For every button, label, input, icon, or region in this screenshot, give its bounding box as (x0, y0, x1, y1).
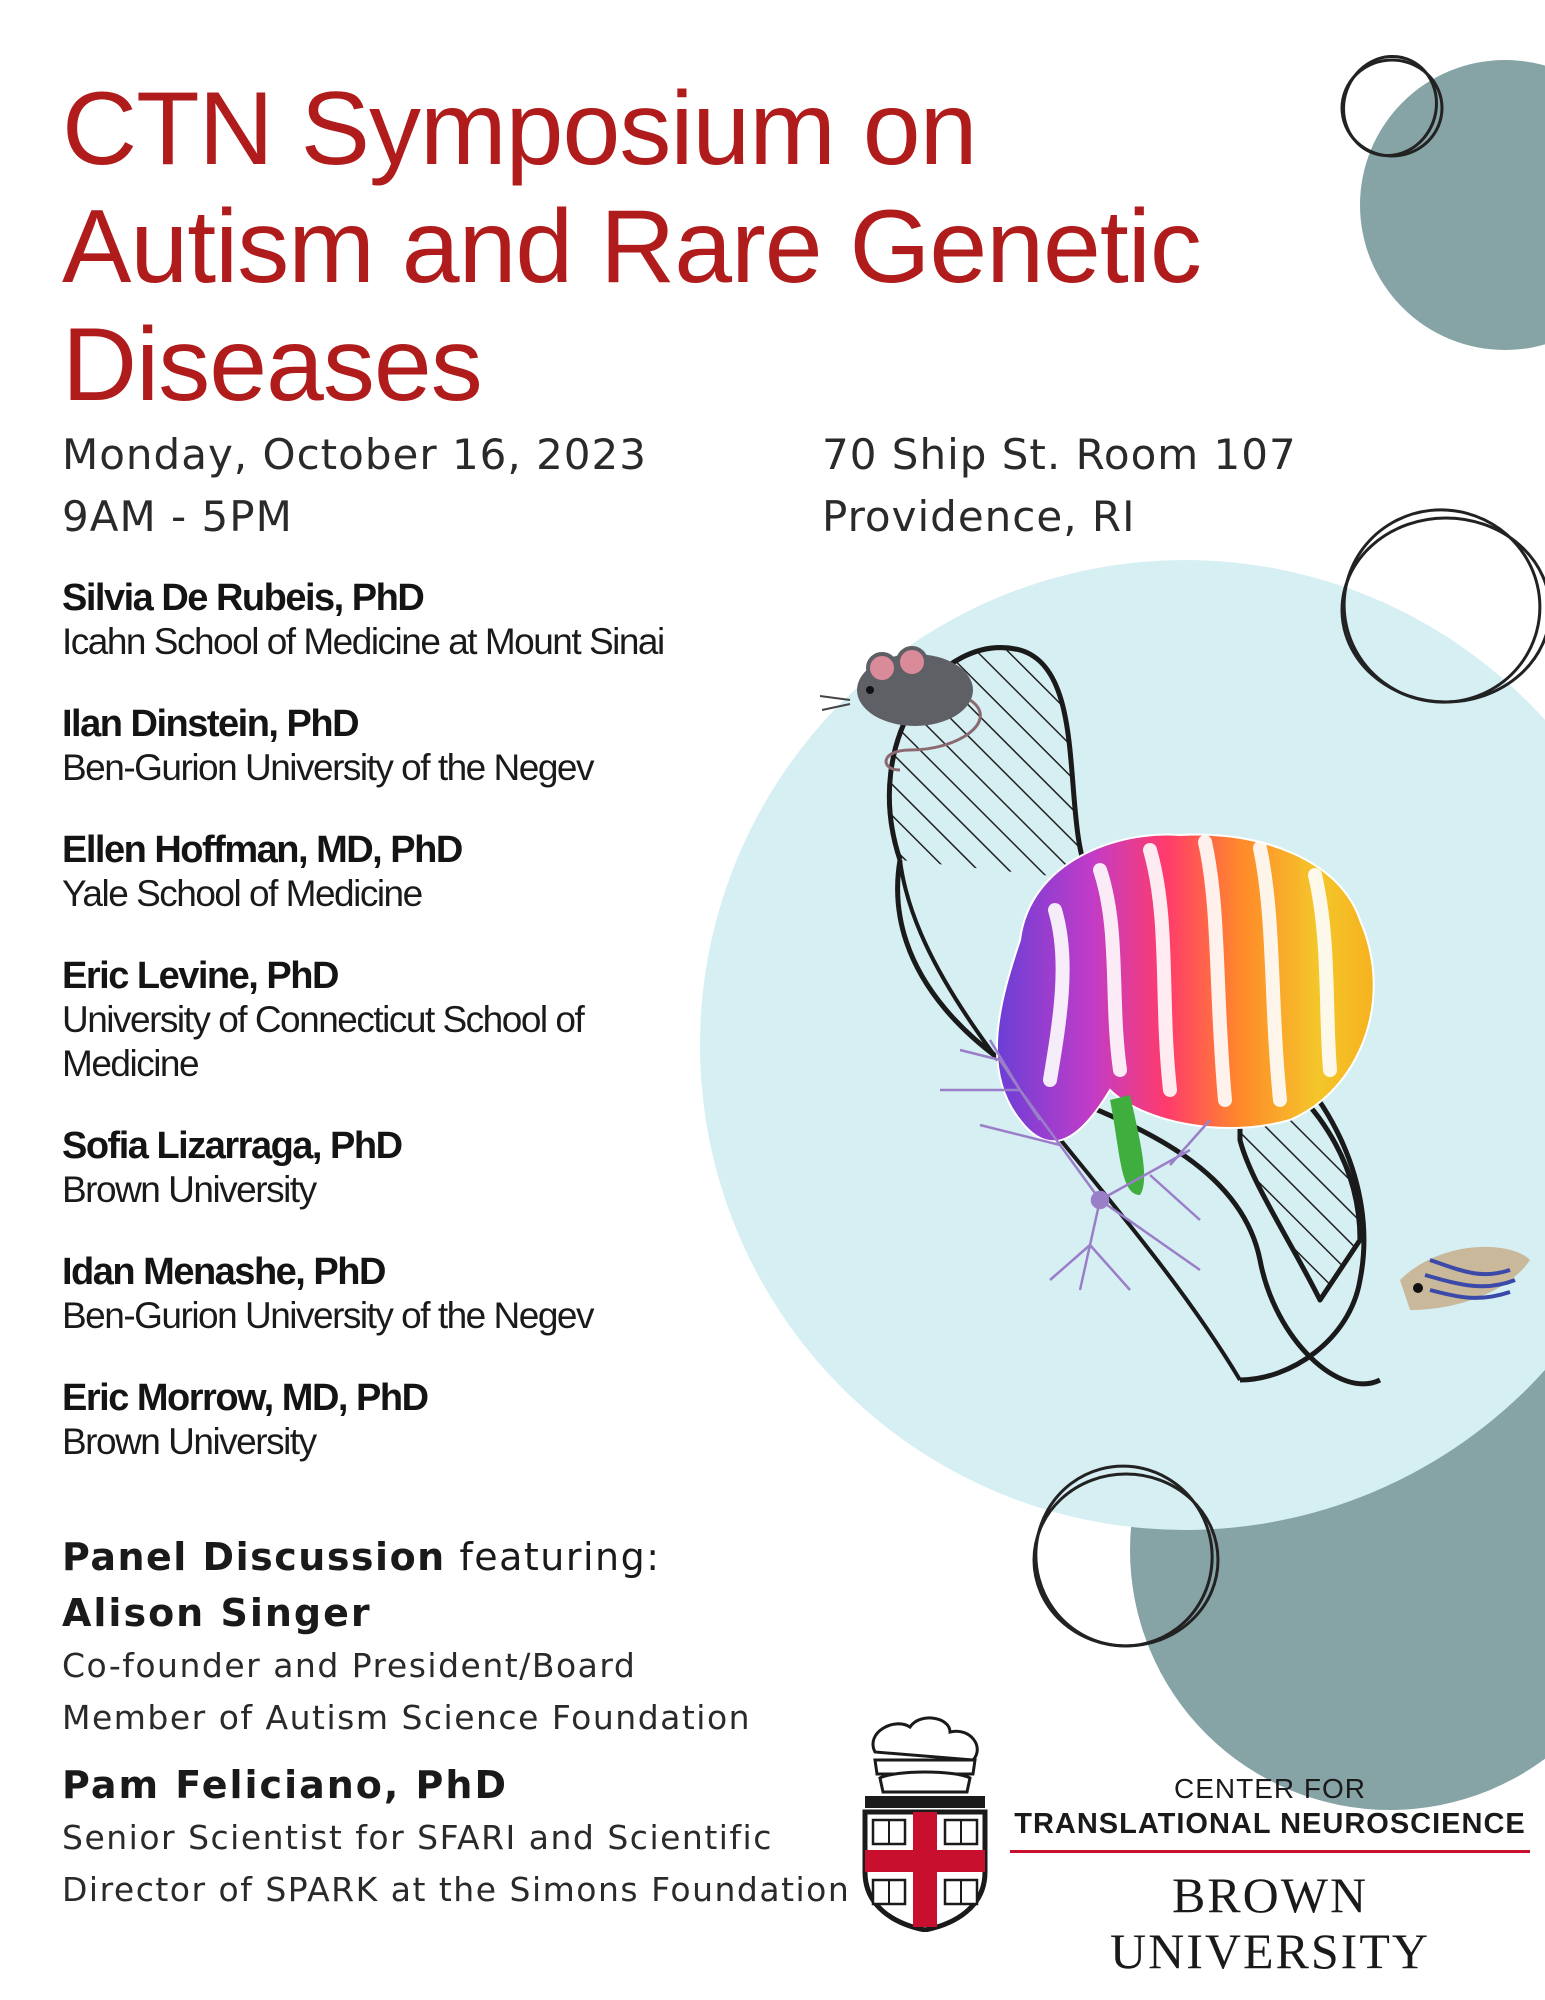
panelist-item (62, 1758, 862, 1916)
panelist-description: Senior Scientist for SFARI and Scientific (62, 1818, 773, 1857)
brown-university-crest-icon (855, 1712, 995, 1932)
panelist-name: Pam Feliciano, PhD (62, 1763, 509, 1807)
logo-line-2: TRANSLATIONAL NEUROSCIENCE (1014, 1808, 1526, 1840)
speaker-affiliation: Brown University (62, 1169, 316, 1210)
speaker-affiliation: University of Connecticut School of (62, 999, 584, 1040)
speaker-item (62, 1376, 782, 1464)
speaker-name: Sofia Lizarraga, PhD (62, 1125, 402, 1167)
zebrafish-illustration (1400, 1247, 1530, 1310)
panelist-description: Member of Autism Science Foundation (62, 1698, 752, 1737)
panelist-item (62, 1586, 862, 1744)
speaker-name: Eric Morrow, MD, PhD (62, 1377, 428, 1419)
speaker-name: Eric Levine, PhD (62, 955, 338, 997)
speaker-list (62, 576, 782, 1502)
panel-heading-rest: featuring: (445, 1535, 661, 1579)
panel-discussion (62, 1530, 862, 1930)
logo-divider (1010, 1850, 1530, 1853)
panel-heading (62, 1530, 862, 1584)
speaker-item (62, 828, 782, 916)
speaker-item (62, 1124, 782, 1212)
event-date: Monday, October 16, 2023 (62, 430, 647, 479)
event-address: 70 Ship St. Room 107 (822, 430, 1297, 479)
speaker-name: Idan Menashe, PhD (62, 1251, 385, 1293)
speaker-affiliation: Yale School of Medicine (62, 873, 422, 914)
date-block (62, 424, 647, 548)
location-block (822, 424, 1297, 548)
speaker-name: Ilan Dinstein, PhD (62, 703, 359, 745)
speaker-affiliation: Ben-Gurion University of the Negev (62, 747, 593, 788)
speaker-affiliation: Icahn School of Medicine at Mount Sinai (62, 621, 664, 662)
speaker-item (62, 576, 782, 664)
panelist-description: Co-founder and President/Board (62, 1646, 637, 1685)
panel-heading-bold: Panel Discussion (62, 1535, 446, 1579)
title-line-3: Diseases (62, 307, 482, 423)
speaker-item (62, 1250, 782, 1338)
science-illustration (820, 620, 1540, 1410)
ctn-logo (1010, 1772, 1530, 1979)
title-line-1: CTN Symposium on (62, 71, 977, 187)
panelist-description: Director of SPARK at the Simons Foundation (62, 1870, 851, 1909)
event-city: Providence, RI (822, 492, 1136, 541)
panelist-name: Alison Singer (62, 1591, 372, 1635)
speaker-item (62, 954, 782, 1086)
speaker-affiliation: Medicine (62, 1043, 199, 1084)
title-line-2: Autism and Rare Genetic (62, 189, 1201, 305)
page-title (62, 70, 1362, 424)
logo-line-1: CENTER FOR (1174, 1773, 1366, 1804)
speaker-item (62, 702, 782, 790)
speaker-affiliation: Brown University (62, 1421, 316, 1462)
speaker-name: Ellen Hoffman, MD, PhD (62, 829, 462, 871)
speaker-name: Silvia De Rubeis, PhD (62, 577, 424, 619)
speaker-affiliation: Ben-Gurion University of the Negev (62, 1295, 593, 1336)
logo-line-3: BROWN UNIVERSITY (1110, 1867, 1430, 1979)
event-time: 9AM - 5PM (62, 492, 293, 541)
